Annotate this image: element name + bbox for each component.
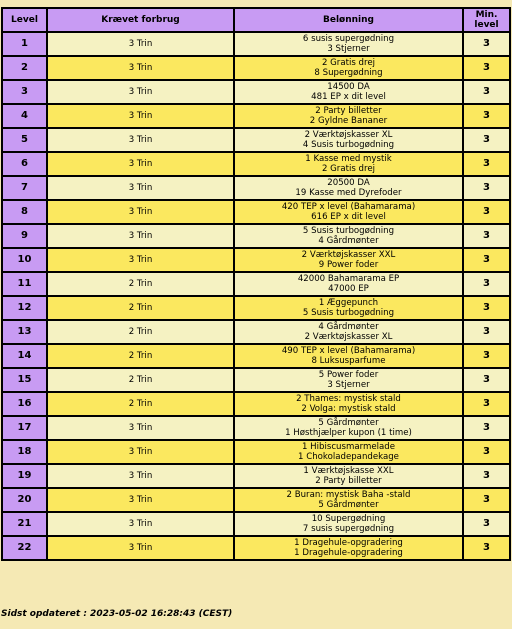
row-reward — [235, 513, 462, 535]
reward-line: 5 Gårdmønter — [318, 418, 379, 428]
reward-line: 2 Gratis drej — [321, 58, 376, 68]
header-level: Level — [3, 9, 46, 31]
reward-line: 2 Volga: mystisk stald — [301, 404, 396, 414]
table-row — [3, 417, 509, 439]
row-required-consumption: 3 Trin — [48, 57, 233, 79]
reward-line: 481 EP x dit level — [311, 92, 386, 102]
table-row — [3, 345, 509, 367]
row-required-consumption: 3 Trin — [48, 81, 233, 103]
row-min-level: 3 — [464, 57, 509, 79]
row-level: 18 — [3, 441, 46, 463]
reward-line: 4 Susis turbogødning — [302, 140, 395, 150]
reward-line: 9 Power foder — [318, 260, 379, 270]
row-reward — [235, 417, 462, 439]
header-min-level — [464, 9, 509, 31]
row-reward — [235, 225, 462, 247]
row-required-consumption: 2 Trin — [48, 321, 233, 343]
reward-line: 2 Party billetter — [315, 476, 382, 486]
row-reward — [235, 393, 462, 415]
table-row — [3, 249, 509, 271]
row-level: 15 — [3, 369, 46, 391]
row-level: 21 — [3, 513, 46, 535]
reward-line: 5 Susis turbogødning — [302, 308, 395, 318]
level-rewards-table — [1, 7, 511, 561]
row-reward — [235, 297, 462, 319]
row-reward — [235, 177, 462, 199]
reward-line: 47000 EP — [328, 284, 369, 294]
row-required-consumption: 3 Trin — [48, 105, 233, 127]
reward-line: 5 Gårdmønter — [318, 500, 379, 510]
table-row — [3, 537, 509, 559]
row-required-consumption: 2 Trin — [48, 273, 233, 295]
reward-line: 1 Dragehule-opgradering — [294, 548, 403, 558]
table-row — [3, 393, 509, 415]
reward-line: 2 Party billetter — [315, 106, 382, 116]
row-required-consumption: 3 Trin — [48, 465, 233, 487]
row-min-level: 3 — [464, 465, 509, 487]
row-min-level: 3 — [464, 537, 509, 559]
reward-line: 10 Supergødning — [311, 514, 386, 524]
reward-line: 7 susis supergødning — [302, 524, 395, 534]
reward-line: 3 Stjerner — [327, 44, 370, 54]
row-required-consumption: 3 Trin — [48, 201, 233, 223]
row-min-level: 3 — [464, 105, 509, 127]
row-min-level: 3 — [464, 249, 509, 271]
reward-line: 5 Power foder — [318, 370, 379, 380]
header-reward: Belønning — [235, 9, 462, 31]
row-level: 16 — [3, 393, 46, 415]
row-level: 11 — [3, 273, 46, 295]
row-min-level: 3 — [464, 81, 509, 103]
row-required-consumption: 3 Trin — [48, 513, 233, 535]
row-required-consumption: 3 Trin — [48, 129, 233, 151]
row-required-consumption: 3 Trin — [48, 489, 233, 511]
row-level: 20 — [3, 489, 46, 511]
table-row — [3, 513, 509, 535]
row-min-level: 3 — [464, 417, 509, 439]
reward-line: 8 Luksusparfume — [311, 356, 386, 366]
row-reward — [235, 33, 462, 55]
row-reward — [235, 273, 462, 295]
row-reward — [235, 369, 462, 391]
table-row — [3, 57, 509, 79]
row-min-level: 3 — [464, 345, 509, 367]
row-level: 1 — [3, 33, 46, 55]
row-min-level: 3 — [464, 33, 509, 55]
reward-line: 420 TEP x level (Bahamarama) — [281, 202, 416, 212]
row-required-consumption: 3 Trin — [48, 225, 233, 247]
reward-line: 2 Værktøjskasser XL — [304, 332, 393, 342]
row-min-level: 3 — [464, 225, 509, 247]
row-level: 14 — [3, 345, 46, 367]
reward-line: 14500 DA — [327, 82, 370, 92]
row-min-level: 3 — [464, 297, 509, 319]
row-level: 2 — [3, 57, 46, 79]
reward-line: 1 Hibiscusmarmelade — [301, 442, 396, 452]
row-reward — [235, 201, 462, 223]
table-row — [3, 201, 509, 223]
table-header-row — [3, 9, 509, 31]
reward-line: 4 Gårdmønter — [318, 322, 379, 332]
reward-line: 1 Værktøjskasse XXL — [303, 466, 394, 476]
header-required-consumption: Krævet forbrug — [48, 9, 233, 31]
row-level: 19 — [3, 465, 46, 487]
reward-line: 4 Gårdmønter — [318, 236, 379, 246]
reward-line: 3 Stjerner — [327, 380, 370, 390]
table-row — [3, 105, 509, 127]
reward-line: 2 Buran: mystisk Baha -stald — [286, 490, 411, 500]
row-reward — [235, 57, 462, 79]
table-row — [3, 33, 509, 55]
reward-line: 2 Værktøjskasser XL — [304, 130, 393, 140]
reward-line: 616 EP x dit level — [311, 212, 386, 222]
reward-line: 2 Gyldne Bananer — [309, 116, 388, 126]
row-reward — [235, 345, 462, 367]
row-level: 12 — [3, 297, 46, 319]
row-required-consumption: 2 Trin — [48, 297, 233, 319]
row-required-consumption: 2 Trin — [48, 345, 233, 367]
reward-line: 8 Supergødning — [314, 68, 383, 78]
row-required-consumption: 2 Trin — [48, 393, 233, 415]
row-min-level: 3 — [464, 369, 509, 391]
row-reward — [235, 105, 462, 127]
row-min-level: 3 — [464, 441, 509, 463]
row-reward — [235, 249, 462, 271]
table-row — [3, 129, 509, 151]
row-min-level: 3 — [464, 129, 509, 151]
reward-line: 490 TEP x level (Bahamarama) — [281, 346, 416, 356]
row-level: 22 — [3, 537, 46, 559]
row-required-consumption: 3 Trin — [48, 537, 233, 559]
table-row — [3, 321, 509, 343]
row-required-consumption: 3 Trin — [48, 249, 233, 271]
row-reward — [235, 441, 462, 463]
row-level: 8 — [3, 201, 46, 223]
reward-line: 20500 DA — [327, 178, 370, 188]
row-required-consumption: 3 Trin — [48, 153, 233, 175]
table-row — [3, 297, 509, 319]
reward-line: 5 Susis turbogødning — [302, 226, 395, 236]
reward-line: 1 Æggepunch — [318, 298, 379, 308]
reward-line: 42000 Bahamarama EP — [297, 274, 400, 284]
row-min-level: 3 — [464, 393, 509, 415]
reward-line: 1 Kasse med mystik — [305, 154, 392, 164]
row-level: 5 — [3, 129, 46, 151]
row-level: 17 — [3, 417, 46, 439]
table-row — [3, 465, 509, 487]
table-row — [3, 369, 509, 391]
table-row — [3, 177, 509, 199]
row-reward — [235, 129, 462, 151]
row-level: 6 — [3, 153, 46, 175]
reward-line: 6 susis supergødning — [302, 34, 395, 44]
row-reward — [235, 321, 462, 343]
table-row — [3, 153, 509, 175]
row-level: 10 — [3, 249, 46, 271]
row-level: 3 — [3, 81, 46, 103]
row-required-consumption: 3 Trin — [48, 441, 233, 463]
reward-line: 19 Kasse med Dyrefoder — [295, 188, 402, 198]
row-reward — [235, 153, 462, 175]
row-reward — [235, 465, 462, 487]
row-level: 13 — [3, 321, 46, 343]
table-row — [3, 273, 509, 295]
header-min-level-line2: level — [474, 20, 499, 30]
row-min-level: 3 — [464, 273, 509, 295]
row-required-consumption: 3 Trin — [48, 417, 233, 439]
row-min-level: 3 — [464, 489, 509, 511]
reward-line: 2 Gratis drej — [321, 164, 376, 174]
row-level: 4 — [3, 105, 46, 127]
row-min-level: 3 — [464, 201, 509, 223]
reward-line: 1 Dragehule-opgradering — [294, 538, 403, 548]
reward-line: 1 Høsthjælper kupon (1 time) — [285, 428, 412, 438]
row-level: 7 — [3, 177, 46, 199]
row-min-level: 3 — [464, 513, 509, 535]
row-min-level: 3 — [464, 321, 509, 343]
table-body — [3, 33, 509, 559]
row-level: 9 — [3, 225, 46, 247]
reward-line: 2 Thames: mystisk stald — [296, 394, 401, 404]
table-row — [3, 489, 509, 511]
reward-line: 1 Chokoladepandekage — [298, 452, 399, 462]
last-updated-text: Sidst opdateret : 2023-05-02 16:28:43 (CEST) — [1, 609, 233, 619]
table-row — [3, 225, 509, 247]
row-min-level: 3 — [464, 153, 509, 175]
table-row — [3, 81, 509, 103]
row-reward — [235, 537, 462, 559]
reward-line: 2 Værktøjskasser XXL — [301, 250, 396, 260]
row-required-consumption: 2 Trin — [48, 369, 233, 391]
row-required-consumption: 3 Trin — [48, 177, 233, 199]
row-min-level: 3 — [464, 177, 509, 199]
table-row — [3, 441, 509, 463]
row-reward — [235, 81, 462, 103]
row-required-consumption: 3 Trin — [48, 33, 233, 55]
header-min-level-line1: Min. — [475, 10, 498, 20]
row-reward — [235, 489, 462, 511]
